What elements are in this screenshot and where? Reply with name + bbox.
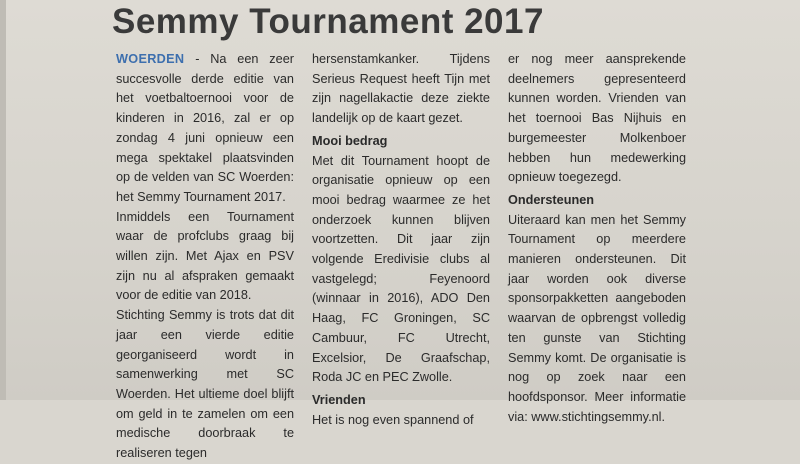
article-paragraph: hersenstamkanker. Tijdens Serieus Request heeft Tijn met zijn nagellakactie deze ziekte landelijk op de kaart gezet. [312,52,490,126]
article-headline: Semmy Tournament 2017 [112,2,544,41]
article-paragraph: Stichting Semmy is trots dat dit jaar een vierde editie georganiseerd wordt in samenwerking met SC Woerden. Het ultieme doel blijft om geld in te zamelen om een medische doorbraak te realiseren tegen [116,308,294,461]
article-column-2 [312,50,490,427]
article-paragraph: Inmiddels een Tournament waar de profclubs graag bij willen zijn. Met Ajax en PSV zijn nu al afspraken gemaakt voor de editie van 2018. [116,209,294,303]
article-paragraph [116,50,294,208]
article-paragraph: Uiteraard kan men het Semmy Tournament op meerdere manieren ondersteunen. Dit jaar worden ook diverse sponsorpakketten aangeboden waarvan de opbrengst volledig ten gunste van Stichting Semmy komt. De organisatie is nog op zoek naar een hoofdsponsor. Meer informatie via: www.stichtingsemmy.nl. [508,212,686,424]
article-paragraph: Het is nog even spannend of [312,412,474,427]
article-column-1 [116,50,294,461]
subheading-ondersteunen: Ondersteunen [508,192,595,207]
paragraph-text: - Na een zeer succesvolle derde editie van het voetbaltoernooi voor de kinderen in 2016, zal er op zondag 4 juni opnieuw een mega spektakel plaatsvinden op de velden van SC Woerden: het Semmy Tournament 2017. [116,52,294,204]
subheading-mooi-bedrag: Mooi bedrag [312,133,388,148]
article-paragraph: er nog meer aansprekende deelnemers gepresenteerd kunnen worden. Vrienden van het toernooi Bas Nijhuis en burgemeester Molkenboer hebben hun medewerking opnieuw toegezegd. [508,52,686,185]
dateline: WOERDEN [116,52,185,66]
article-paragraph: Met dit Tournament hoopt de organisatie opnieuw op een mooi bedrag waarmee ze het onderzoek kunnen blijven voortzetten. Dit jaar zijn volgende Eredivisie clubs al vastgelegd; Feyenoord (winnaar in 2016), ADO Den Haag, FC Groningen, SC Cambuur, FC Utrecht, Excelsior, De Graafschap, Roda JC en PEC Zwolle. [312,153,490,385]
subheading-vrienden: Vrienden [312,392,366,407]
article-column-3 [508,50,686,424]
column-edge [0,0,6,400]
